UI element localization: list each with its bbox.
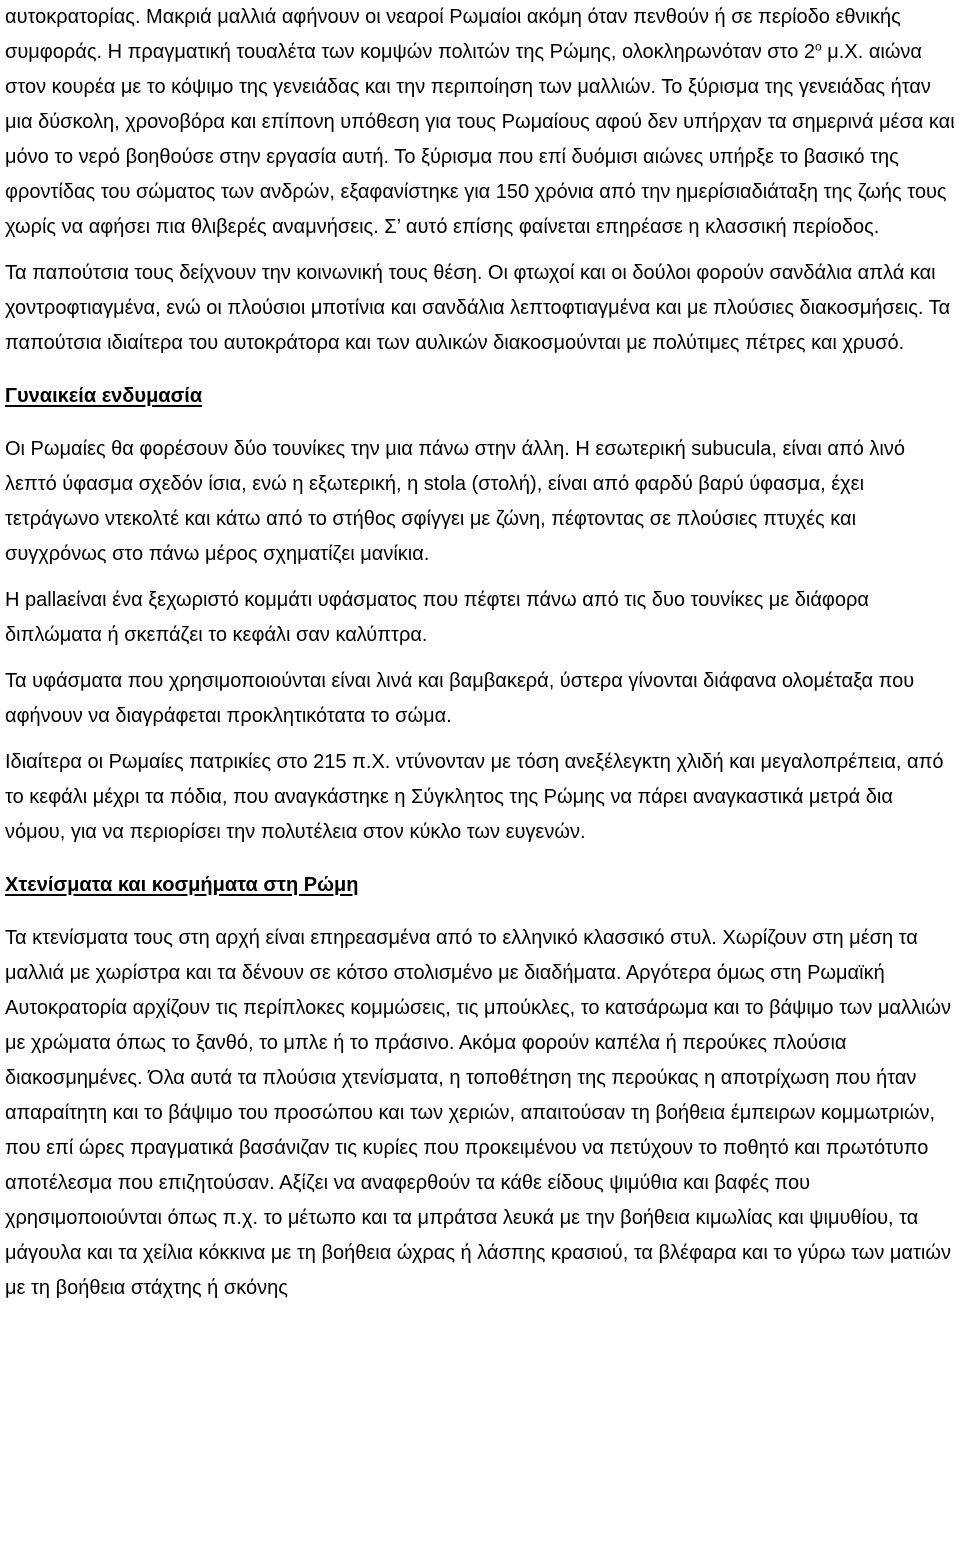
shoes-paragraph: Τα παπούτσια τους δείχνουν την κοινωνική τους θέση. Οι φτωχοί και οι δούλοι φορούν σανδάλια απλά και χοντροφτιαγμένα, ενώ οι πλούσιοι μποτίνια και σανδάλια λεπτοφτιαγμένα και με πλούσιες διακοσμήσεις. Τα παπούτσια ιδιαίτερα του αυτοκράτορα και των αυλικών διακοσμούνται με πολύτιμες πέτρες και χρυσό.: [5, 262, 951, 354]
fabrics-paragraph: Τα υφάσματα που χρησιμοποιούνται είναι λινά και βαμβακερά, ύστερα γίνονται διάφανα ολομέταξα που αφήνουν να διαγράφεται προκλητικότατα το σώμα.: [5, 670, 915, 727]
ordinal-superscript: ο: [815, 39, 822, 54]
intro-text-part1: αυτοκρατορίας. Μακριά μαλλιά αφήνουν οι νεαροί Ρωμαίοι ακόμη όταν πενθούν ή σε περίοδο εθνικής συμφοράς. Η πραγματική τουαλέτα των κομψών πολιτών της Ρώμης, ολοκληρωνόταν στο 2: [5, 6, 901, 63]
hairstyles-paragraph: Τα κτενίσματα τους στη αρχή είναι επηρεασμένα από το ελληνικό κλασσικό στυλ. Χωρίζουν στη μέση τα μαλλιά με χωρίστρα και τα δένουν σε κότσο στολισμένο με διαδήματα. Αργότερα όμως στη Ρωμαϊκή Αυτοκρατορία αρχίζουν τις περίπλοκες κομμώσεις, τις μπούκλες, το κατσάρωμα και το βάψιμο των μαλλιών με χρώματα όπως το ξανθό, το μπλε ή το πράσινο. Ακόμα φορούν καπέλα ή περούκες πλούσια διακοσμημένες. Όλα αυτά τα πλούσια χτενίσματα, η τοποθέτηση της περούκας η αποτρίχωση που ήταν απαραίτητη και το βάψιμο του προσώπου και των χεριών, απαιτούσαν τη βοήθεια έμπειρων κομμωτριών, που επί ώρες πραγματικά βασάνιζαν τις κυρίες που προκειμένου να πετύχουν το ποθητό και πρωτότυπο αποτέλεσμα που επιζητούσαν. Αξίζει να αναφερθούν τα κάθε είδους ψιμύθια και βαφές που χρησιμοποιούνται όπως π.χ. το μέτωπο και τα μπράτσα λευκά με την βοήθεια κιμωλίας και ψιμυθίου, τα μάγουλα και τα χείλια κόκκινα με τη βοήθεια ώχρας ή λάσπης κρασιού, τα βλέφαρα και το γύρω των ματιών με τη βοήθεια στάχτης ή σκόνης: [5, 927, 952, 1299]
tunics-paragraph: Οι Ρωμαίες θα φορέσουν δύο τουνίκες την μια πάνω στην άλλη. Η εσωτερική subucula, είναι από λινό λεπτό ύφασμα σχεδόν ίσια, ενώ η εξωτερική, η stola (στολή), είναι από φαρδύ βαρύ ύφασμα, έχει τετράγωνο ντεκολτέ και κάτω από το στήθος σφίγγει με ζώνη, πέφτοντας σε πλούσιες πτυχές και συγχρόνως στο πάνω μέρος σχηματίζει μανίκια.: [5, 438, 905, 565]
heading-womens-dress: Γυναικεία ενδυμασία: [5, 385, 203, 407]
intro-paragraph: [5, 0, 955, 245]
intro-text-part2: μ.Χ. αιώνα στον κουρέα με το κόψιμο της γενειάδας και την περιποίηση των μαλλιών. Το ξύρισμα της γενειάδας ήταν μια δύσκολη, χρονοβόρα και επίπονη υπόθεση για τους Ρωμαίους αφού δεν υπήρχαν τα σημερινά μέσα και μόνο το νερό βοηθούσε στην εργασία αυτή. Το ξύρισμα που επί δυόμισι αιώνες υπήρξε το βασικό της φροντίδας του σώματος των ανδρών, εξαφανίστηκε για 150 χρόνια από την ημερίσιαδιάταξη της ζωής τους χωρίς να αφήσει πια θλιβερές αναμνήσεις. Σ’ αυτό επίσης φαίνεται επηρέασε η κλασσική περίοδος.: [5, 41, 955, 238]
palla-paragraph: Η pallaείναι ένα ξεχωριστό κομμάτι υφάσματος που πέφτει πάνω από τις δυο τουνίκες με διάφορα διπλώματα ή σκεπάζει το κεφάλι σαν καλύπτρα.: [5, 589, 869, 646]
document-page: [5, 0, 955, 1306]
heading-hair-jewelry: Χτενίσματα και κοσμήματα στη Ρώμη: [5, 874, 359, 896]
patricians-paragraph: Ιδιαίτερα οι Ρωμαίες πατρικίες στο 215 π.Χ. ντύνονταν με τόση ανεξέλεγκτη χλιδή και μεγαλοπρέπεια, από το κεφάλι μέχρι τα πόδια, που αναγκάστηκε η Σύγκλητος της Ρώμης να πάρει αναγκαστικά μετρά δια νόμου, για να περιορίσει την πολυτέλεια στον κύκλο των ευγενών.: [5, 751, 944, 843]
